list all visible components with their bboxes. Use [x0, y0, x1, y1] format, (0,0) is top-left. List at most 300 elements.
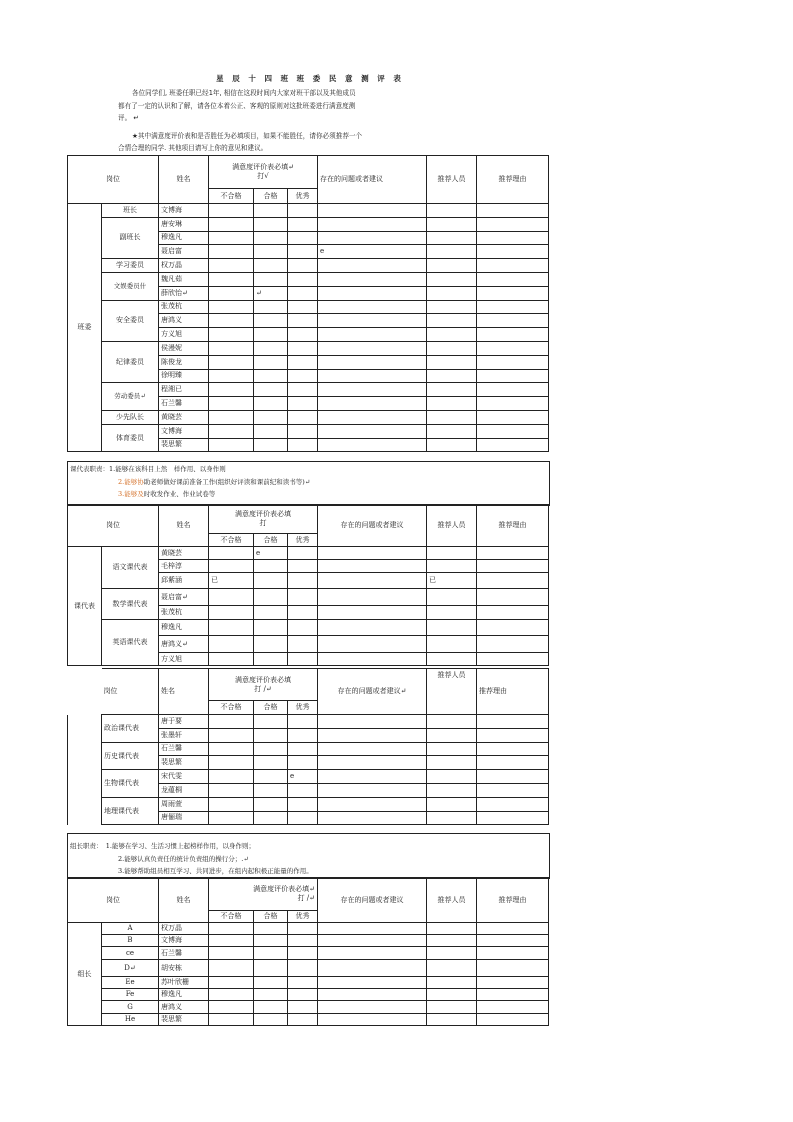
- fail-check[interactable]: [209, 438, 254, 452]
- fail-check[interactable]: [209, 397, 254, 411]
- fail-check[interactable]: [209, 606, 254, 620]
- fail-check[interactable]: [209, 756, 254, 770]
- reason-field[interactable]: [477, 300, 549, 314]
- pass-check[interactable]: [254, 935, 288, 947]
- pass-check[interactable]: [254, 756, 288, 770]
- excellent-check[interactable]: [288, 217, 318, 231]
- recommend-field[interactable]: [427, 589, 477, 606]
- issue-field[interactable]: [318, 636, 427, 653]
- excellent-check[interactable]: [288, 589, 318, 606]
- fail-check[interactable]: [209, 410, 254, 424]
- fail-check[interactable]: [209, 935, 254, 947]
- reason-field[interactable]: [477, 989, 549, 1001]
- excellent-check[interactable]: [288, 204, 318, 218]
- reason-field[interactable]: [477, 560, 549, 573]
- excellent-check[interactable]: [288, 606, 318, 620]
- issue-field[interactable]: [318, 935, 427, 947]
- recommend-field[interactable]: [427, 653, 477, 666]
- reason-field[interactable]: [477, 573, 549, 589]
- col-position: 岗位: [68, 156, 159, 204]
- excellent-check[interactable]: [288, 397, 318, 411]
- pass-check[interactable]: [254, 217, 288, 231]
- excellent-check[interactable]: [288, 573, 318, 589]
- recommend-field[interactable]: [427, 341, 477, 355]
- excellent-check[interactable]: [288, 410, 318, 424]
- reason-field[interactable]: [477, 547, 549, 560]
- excellent-check[interactable]: [288, 923, 318, 935]
- pass-check[interactable]: [254, 989, 288, 1001]
- reason-field[interactable]: [477, 438, 549, 452]
- recommend-field[interactable]: [427, 636, 477, 653]
- pass-check[interactable]: [254, 620, 288, 636]
- reason-field[interactable]: [477, 923, 549, 935]
- excellent-check[interactable]: [288, 231, 318, 245]
- col-issues: 存在的问题或者建议: [318, 878, 427, 923]
- role-label: Ee: [102, 977, 159, 989]
- reason-field[interactable]: [477, 589, 549, 606]
- excellent-check[interactable]: [288, 286, 318, 300]
- recommend-field[interactable]: [427, 947, 477, 960]
- recommend-field[interactable]: [427, 272, 477, 286]
- fail-check[interactable]: [209, 636, 254, 653]
- recommend-field[interactable]: [427, 977, 477, 989]
- pass-check[interactable]: [254, 715, 288, 729]
- issue-field[interactable]: [318, 369, 427, 383]
- reason-field[interactable]: [477, 935, 549, 947]
- col-recommend: 推荐人员: [427, 878, 477, 923]
- recommend-field[interactable]: [427, 231, 477, 245]
- reason-field[interactable]: [477, 756, 549, 770]
- reason-field[interactable]: [477, 1001, 549, 1014]
- table-row: [68, 204, 549, 218]
- role-label: 安全委员: [102, 300, 159, 341]
- reason-field[interactable]: [477, 653, 549, 666]
- table-row: [68, 217, 549, 231]
- pass-check[interactable]: [254, 245, 288, 259]
- issue-field[interactable]: [318, 383, 427, 397]
- recommend-field[interactable]: [427, 960, 477, 977]
- fail-check[interactable]: [209, 204, 254, 218]
- col-reason: 推荐理由: [477, 505, 549, 547]
- issue-field[interactable]: [318, 231, 427, 245]
- recommend-field[interactable]: [427, 989, 477, 1001]
- excellent-check[interactable]: [288, 424, 318, 438]
- col-fail: 不合格: [209, 701, 254, 715]
- issue-field[interactable]: [318, 217, 427, 231]
- issue-field[interactable]: [318, 314, 427, 328]
- recommend-field[interactable]: [427, 606, 477, 620]
- fail-check[interactable]: [209, 620, 254, 636]
- issue-field[interactable]: [318, 728, 427, 742]
- member-name: 聂启富↵: [159, 589, 209, 606]
- fail-check[interactable]: [209, 770, 254, 784]
- fail-check[interactable]: [209, 989, 254, 1001]
- excellent-check[interactable]: [288, 369, 318, 383]
- issue-field[interactable]: [318, 989, 427, 1001]
- fail-check[interactable]: [209, 424, 254, 438]
- excellent-check[interactable]: [288, 742, 318, 756]
- reason-field[interactable]: [477, 715, 549, 729]
- pass-check[interactable]: [254, 811, 288, 825]
- recommend-field[interactable]: [427, 547, 477, 560]
- member-name: 穆逸凡: [159, 231, 209, 245]
- pass-check[interactable]: [254, 438, 288, 452]
- reason-field[interactable]: [477, 797, 549, 811]
- recommend-field[interactable]: [427, 728, 477, 742]
- issue-field[interactable]: [318, 653, 427, 666]
- issue-field[interactable]: [318, 770, 427, 784]
- recommend-field[interactable]: [427, 715, 477, 729]
- reason-field[interactable]: [477, 742, 549, 756]
- recommend-field[interactable]: [427, 397, 477, 411]
- table-row: [68, 341, 549, 355]
- reason-field[interactable]: [477, 620, 549, 636]
- pass-check[interactable]: [254, 589, 288, 606]
- reason-field[interactable]: [477, 947, 549, 960]
- recommend-field[interactable]: [427, 783, 477, 797]
- issue-field[interactable]: [318, 811, 427, 825]
- issue-field[interactable]: [318, 286, 427, 300]
- reason-field[interactable]: [477, 259, 549, 273]
- reason-field[interactable]: [477, 328, 549, 342]
- issue-field[interactable]: [318, 573, 427, 589]
- issue-field[interactable]: [318, 1001, 427, 1014]
- fail-check[interactable]: [209, 589, 254, 606]
- excellent-check[interactable]: [288, 245, 318, 259]
- fail-check[interactable]: [209, 314, 254, 328]
- recommend-field[interactable]: [427, 410, 477, 424]
- issue-field[interactable]: [318, 424, 427, 438]
- pass-check[interactable]: [254, 328, 288, 342]
- excellent-check[interactable]: [288, 797, 318, 811]
- excellent-check[interactable]: e: [288, 770, 318, 784]
- pass-check[interactable]: [254, 383, 288, 397]
- fail-check[interactable]: [209, 355, 254, 369]
- issue-field[interactable]: [318, 715, 427, 729]
- issue-field[interactable]: [318, 259, 427, 273]
- pass-check[interactable]: [254, 1001, 288, 1014]
- col-pass: 合格: [254, 534, 288, 547]
- fail-check[interactable]: [209, 947, 254, 960]
- reason-field[interactable]: [477, 341, 549, 355]
- pass-check[interactable]: [254, 424, 288, 438]
- pass-check[interactable]: [254, 653, 288, 666]
- member-name: 文博海: [159, 935, 209, 947]
- pass-check[interactable]: [254, 728, 288, 742]
- table-row: [68, 742, 549, 756]
- recommend-field[interactable]: [427, 286, 477, 300]
- table-row: [68, 424, 549, 438]
- issue-field[interactable]: [318, 1014, 427, 1026]
- excellent-check[interactable]: [288, 756, 318, 770]
- reason-field[interactable]: [477, 977, 549, 989]
- member-name: 龙蕴桐: [159, 783, 209, 797]
- pass-check[interactable]: [254, 314, 288, 328]
- excellent-check[interactable]: [288, 783, 318, 797]
- col-satisfaction: 满意度评价表必填↵ 打 /↵: [209, 878, 318, 911]
- pass-check[interactable]: [254, 272, 288, 286]
- pass-check[interactable]: [254, 300, 288, 314]
- pass-check[interactable]: ↵: [254, 286, 288, 300]
- issue-field[interactable]: [318, 960, 427, 977]
- issue-field[interactable]: [318, 341, 427, 355]
- table-row: [68, 947, 549, 960]
- issue-field[interactable]: [318, 606, 427, 620]
- reason-field[interactable]: [477, 314, 549, 328]
- excellent-check[interactable]: [288, 355, 318, 369]
- pass-check[interactable]: [254, 341, 288, 355]
- excellent-check[interactable]: [288, 811, 318, 825]
- fail-check[interactable]: [209, 560, 254, 573]
- pass-check[interactable]: [254, 1014, 288, 1026]
- reason-field[interactable]: [477, 410, 549, 424]
- fail-check[interactable]: [209, 653, 254, 666]
- reason-field[interactable]: [477, 960, 549, 977]
- pass-check[interactable]: [254, 947, 288, 960]
- role-label: 体育委员: [102, 424, 159, 452]
- duty-line: 3.能够帮助组员相互学习、共同进步，在组内起积极正能量的作用。: [118, 867, 313, 875]
- fail-check[interactable]: [209, 231, 254, 245]
- excellent-check[interactable]: [288, 947, 318, 960]
- role-label: 数学课代表: [102, 589, 159, 620]
- issue-field[interactable]: e: [318, 245, 427, 259]
- pass-check[interactable]: [254, 977, 288, 989]
- recommend-field[interactable]: [427, 314, 477, 328]
- issue-field[interactable]: [318, 438, 427, 452]
- excellent-check[interactable]: [288, 560, 318, 573]
- fail-check[interactable]: [209, 328, 254, 342]
- reason-field[interactable]: [477, 728, 549, 742]
- member-name: 徐明臻: [159, 369, 209, 383]
- class-committee-table: [67, 155, 549, 452]
- recommend-field[interactable]: [427, 923, 477, 935]
- recommend-field[interactable]: 已: [427, 573, 477, 589]
- fail-check[interactable]: [209, 245, 254, 259]
- member-name: 石兰馨: [159, 397, 209, 411]
- pass-check[interactable]: [254, 797, 288, 811]
- pass-check[interactable]: [254, 204, 288, 218]
- excellent-check[interactable]: [288, 728, 318, 742]
- issue-field[interactable]: [318, 547, 427, 560]
- pass-check[interactable]: [254, 960, 288, 977]
- pass-check[interactable]: [254, 573, 288, 589]
- recommend-field[interactable]: [427, 438, 477, 452]
- recommend-field[interactable]: [427, 259, 477, 273]
- excellent-check[interactable]: [288, 272, 318, 286]
- role-label: A: [102, 923, 159, 935]
- issue-field[interactable]: [318, 397, 427, 411]
- recommend-field[interactable]: [427, 756, 477, 770]
- excellent-check[interactable]: [288, 300, 318, 314]
- excellent-check[interactable]: [288, 1001, 318, 1014]
- excellent-check[interactable]: [288, 341, 318, 355]
- reason-field[interactable]: [477, 272, 549, 286]
- role-label: Fe: [102, 989, 159, 1001]
- role-label: 班长: [102, 204, 159, 218]
- fail-check[interactable]: [209, 811, 254, 825]
- reason-field[interactable]: [477, 783, 549, 797]
- excellent-check[interactable]: [288, 636, 318, 653]
- fail-check[interactable]: [209, 272, 254, 286]
- recommend-field[interactable]: [427, 560, 477, 573]
- rep-sub-table: [67, 668, 549, 825]
- pass-check[interactable]: e: [254, 547, 288, 560]
- pass-check[interactable]: [254, 923, 288, 935]
- col-position: 岗位: [68, 505, 159, 547]
- issue-field[interactable]: [318, 560, 427, 573]
- intro-line: 都有了一定的认识和了解，请各位本着公正、客观的原则对这批班委进行满意度测: [118, 101, 356, 110]
- duty-line: 2.能够协助老师做好课前准备工作(组织好评读和课前纪和读书等)↵: [118, 477, 311, 486]
- pass-check[interactable]: [254, 410, 288, 424]
- col-excellent: 优秀: [288, 189, 318, 204]
- pass-check[interactable]: [254, 783, 288, 797]
- fail-check[interactable]: [209, 259, 254, 273]
- fail-check[interactable]: [209, 783, 254, 797]
- member-name: 张墨轩: [159, 728, 209, 742]
- pass-check[interactable]: [254, 259, 288, 273]
- pass-check[interactable]: [254, 355, 288, 369]
- pass-check[interactable]: [254, 231, 288, 245]
- rep-duties: [70, 463, 310, 501]
- reason-field[interactable]: [477, 231, 549, 245]
- member-name: 石兰馨: [159, 947, 209, 960]
- member-name: 宋代雯: [159, 770, 209, 784]
- excellent-check[interactable]: [288, 989, 318, 1001]
- fail-check[interactable]: [209, 715, 254, 729]
- fail-check[interactable]: [209, 547, 254, 560]
- excellent-check[interactable]: [288, 314, 318, 328]
- role-label: 地理课代表: [102, 797, 159, 825]
- reason-field[interactable]: [477, 204, 549, 218]
- fail-check[interactable]: [209, 383, 254, 397]
- excellent-check[interactable]: [288, 1014, 318, 1026]
- recommend-field[interactable]: [427, 300, 477, 314]
- group-blank: [68, 715, 102, 825]
- issue-field[interactable]: [318, 783, 427, 797]
- issue-field[interactable]: [318, 923, 427, 935]
- reason-field[interactable]: [477, 1014, 549, 1026]
- excellent-check[interactable]: [288, 977, 318, 989]
- excellent-check[interactable]: [288, 438, 318, 452]
- table-row: [68, 960, 549, 977]
- reason-field[interactable]: [477, 383, 549, 397]
- issue-field[interactable]: [318, 272, 427, 286]
- excellent-check[interactable]: [288, 259, 318, 273]
- recommend-field[interactable]: [427, 620, 477, 636]
- recommend-field[interactable]: [427, 245, 477, 259]
- fail-check[interactable]: [209, 286, 254, 300]
- pass-check[interactable]: [254, 742, 288, 756]
- reason-field[interactable]: [477, 245, 549, 259]
- pass-check[interactable]: [254, 369, 288, 383]
- recommend-field[interactable]: [427, 424, 477, 438]
- recommend-field[interactable]: [427, 369, 477, 383]
- issue-field[interactable]: [318, 797, 427, 811]
- issue-field[interactable]: [318, 410, 427, 424]
- reason-field[interactable]: [477, 286, 549, 300]
- member-name: 文博海: [159, 204, 209, 218]
- duty-line: 课代表职责：1.能够在该科目上然 样作用、以身作则: [70, 465, 226, 473]
- excellent-check[interactable]: [288, 328, 318, 342]
- issue-field[interactable]: [318, 355, 427, 369]
- reason-field[interactable]: [477, 397, 549, 411]
- reason-field[interactable]: [477, 636, 549, 653]
- recommend-field[interactable]: [427, 217, 477, 231]
- recommend-field[interactable]: [427, 1001, 477, 1014]
- issue-field[interactable]: [318, 947, 427, 960]
- excellent-check[interactable]: [288, 620, 318, 636]
- pass-check[interactable]: [254, 606, 288, 620]
- excellent-check[interactable]: [288, 547, 318, 560]
- pass-check[interactable]: [254, 397, 288, 411]
- excellent-check[interactable]: [288, 715, 318, 729]
- fail-check[interactable]: [209, 728, 254, 742]
- fail-check[interactable]: [209, 797, 254, 811]
- fail-check[interactable]: [209, 1014, 254, 1026]
- reason-field[interactable]: [477, 369, 549, 383]
- fail-check[interactable]: [209, 300, 254, 314]
- issue-field[interactable]: [318, 756, 427, 770]
- pass-check[interactable]: [254, 636, 288, 653]
- fail-check[interactable]: [209, 217, 254, 231]
- excellent-check[interactable]: [288, 935, 318, 947]
- fail-check[interactable]: [209, 369, 254, 383]
- excellent-check[interactable]: [288, 383, 318, 397]
- fail-check[interactable]: [209, 977, 254, 989]
- fail-check[interactable]: 已: [209, 573, 254, 589]
- reason-field[interactable]: [477, 770, 549, 784]
- table-row: [68, 259, 549, 273]
- pass-check[interactable]: [254, 560, 288, 573]
- issue-field[interactable]: [318, 620, 427, 636]
- reason-field[interactable]: [477, 424, 549, 438]
- col-pass: 合格: [254, 911, 288, 923]
- issue-field[interactable]: [318, 328, 427, 342]
- pass-check[interactable]: [254, 770, 288, 784]
- fail-check[interactable]: [209, 1001, 254, 1014]
- recommend-field[interactable]: [427, 204, 477, 218]
- issue-field[interactable]: [318, 589, 427, 606]
- recommend-field[interactable]: [427, 328, 477, 342]
- recommend-field[interactable]: [427, 797, 477, 811]
- issue-field[interactable]: [318, 977, 427, 989]
- col-excellent: 优秀: [288, 534, 318, 547]
- fail-check[interactable]: [209, 960, 254, 977]
- recommend-field[interactable]: [427, 935, 477, 947]
- reason-field[interactable]: [477, 217, 549, 231]
- fail-check[interactable]: [209, 742, 254, 756]
- issue-field[interactable]: [318, 204, 427, 218]
- recommend-field[interactable]: [427, 770, 477, 784]
- recommend-field[interactable]: [427, 383, 477, 397]
- fail-check[interactable]: [209, 923, 254, 935]
- reason-field[interactable]: [477, 355, 549, 369]
- issue-field[interactable]: [318, 300, 427, 314]
- issue-field[interactable]: [318, 742, 427, 756]
- recommend-field[interactable]: [427, 1014, 477, 1026]
- group-leader-table: [67, 877, 549, 1026]
- recommend-field[interactable]: [427, 742, 477, 756]
- role-label: 劳动委员↵: [102, 383, 159, 411]
- recommend-field[interactable]: [427, 811, 477, 825]
- fail-check[interactable]: [209, 341, 254, 355]
- reason-field[interactable]: [477, 811, 549, 825]
- recommend-field[interactable]: [427, 355, 477, 369]
- excellent-check[interactable]: [288, 653, 318, 666]
- table-row: [68, 272, 549, 286]
- excellent-check[interactable]: [288, 960, 318, 977]
- reason-field[interactable]: [477, 606, 549, 620]
